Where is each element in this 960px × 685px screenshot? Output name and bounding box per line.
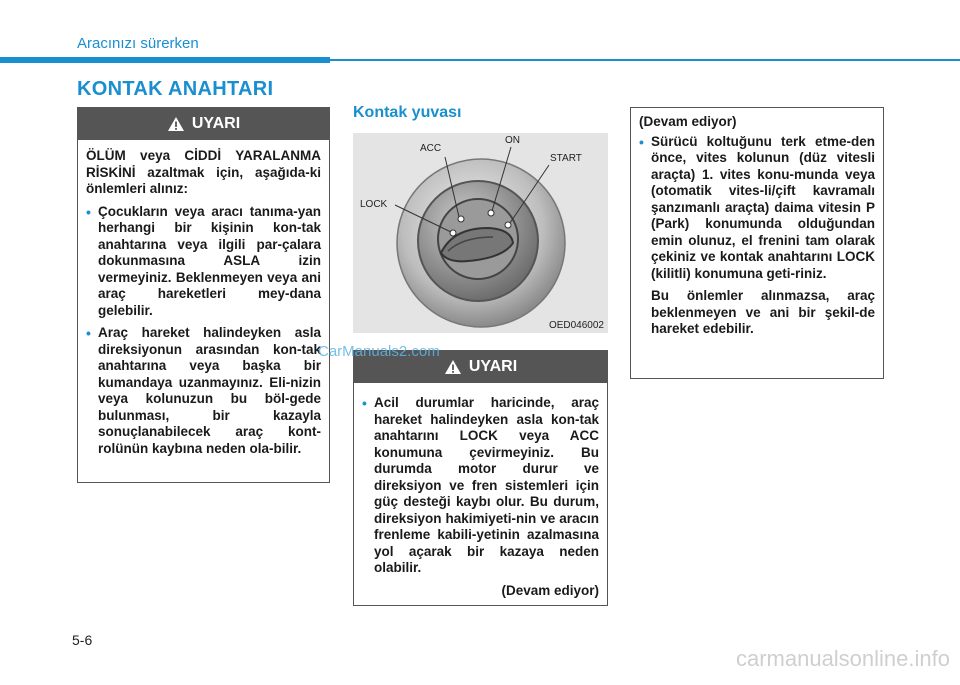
bullet-dot: • (362, 395, 367, 411)
warning-box-left (77, 107, 330, 483)
bullet-text: Sürücü koltuğunu terk etme-den önce, vites kolunun (düz vitesli araçta) 1. vites konu-munda veya (otomatik vites-li/çift kavramalı şanzımanlı araçta) daima vitesin P (Park) konumunda olduğundan emin olunuz, el frenini tam olarak çekiniz ve kontak anahtarını LOCK (kilitli) konumuna geti-riniz. (651, 133, 875, 281)
warning-heading: UYARI (468, 358, 518, 375)
watermark-footer: carmanualsonline.info (735, 646, 950, 671)
label-acc: ACC (420, 143, 442, 154)
continued-note: (Devam ediyor) (501, 582, 599, 598)
continued-body (631, 108, 883, 346)
watermark-center: CarManuals2.com (318, 343, 440, 360)
bullet-text: Araç hareket halindeyken asla direksiyonun arasından kon-tak anahtarına veya başka bir kumandaya uzanmayınız. Eli-nizin veya kolunuzun bu böl-gede bulunması, bir kazayla sonuçlanabilecek araç kont-rolünün kaybına neden ola-bilir. (98, 325, 321, 456)
bullet-text: Çocukların veya aracı tanıma-yan herhangi bir kişinin kon-tak anahtarına veya ilgili par-çalara dokunmasına ASLA izin vermeyiniz. Beklenmeyen veya ani araç hareketleri mey-dana gelebilir. (98, 203, 321, 318)
bullet-dot: • (639, 133, 644, 150)
warning-body (354, 383, 607, 607)
continued-box (630, 107, 884, 379)
warning-body (78, 140, 329, 471)
warning-heading: UYARI (191, 115, 241, 132)
warning-icon (167, 116, 185, 132)
list-item (86, 204, 321, 320)
list-item (86, 325, 321, 457)
figure-title: Kontak yuvası (353, 104, 462, 121)
continued-paragraph: Bu önlemler alınmazsa, araç beklenmeyen ve ani bir şekil-de hareket edebilir. (651, 288, 875, 336)
page-title: KONTAK ANAHTARI (77, 78, 274, 100)
warning-header (78, 108, 329, 140)
list-item (362, 395, 599, 577)
label-lock: LOCK (360, 199, 388, 210)
ignition-switch-figure (353, 133, 608, 333)
bullet-dot: • (86, 203, 91, 220)
warning-intro: ÖLÜM veya CİDDİ YARALANMA RİSKİNİ azaltmak için, aşağıda-ki önlemleri alınız: (86, 148, 321, 196)
header-rule-thin (330, 59, 960, 61)
section-header: Aracınızı sürerken (77, 35, 199, 52)
warning-icon (444, 359, 462, 375)
bullet-dot: • (86, 325, 91, 341)
bullet-text: Acil durumlar haricinde, araç hareket halindeyken asla kon-tak anahtarını LOCK veya ACC konumuna çevirmeyiniz. Bu durumda motor durur ve direksiyon ve fren sistemleri için güç desteği kaybı olur. Bu durum, direksiyon hakimiyeti-nin ve aracın frenleme kabili-yetinin azalmasına yol açarak bir kazaya neden olabilir. (374, 395, 599, 575)
header-rule-thick (0, 57, 330, 63)
list-item (639, 134, 875, 283)
label-start: START (550, 153, 582, 164)
warning-box-middle (353, 350, 608, 606)
continued-heading: (Devam ediyor) (639, 114, 737, 129)
label-on: ON (505, 135, 520, 146)
figure-code: OED046002 (548, 320, 604, 331)
page-number: 5-6 (72, 632, 93, 648)
